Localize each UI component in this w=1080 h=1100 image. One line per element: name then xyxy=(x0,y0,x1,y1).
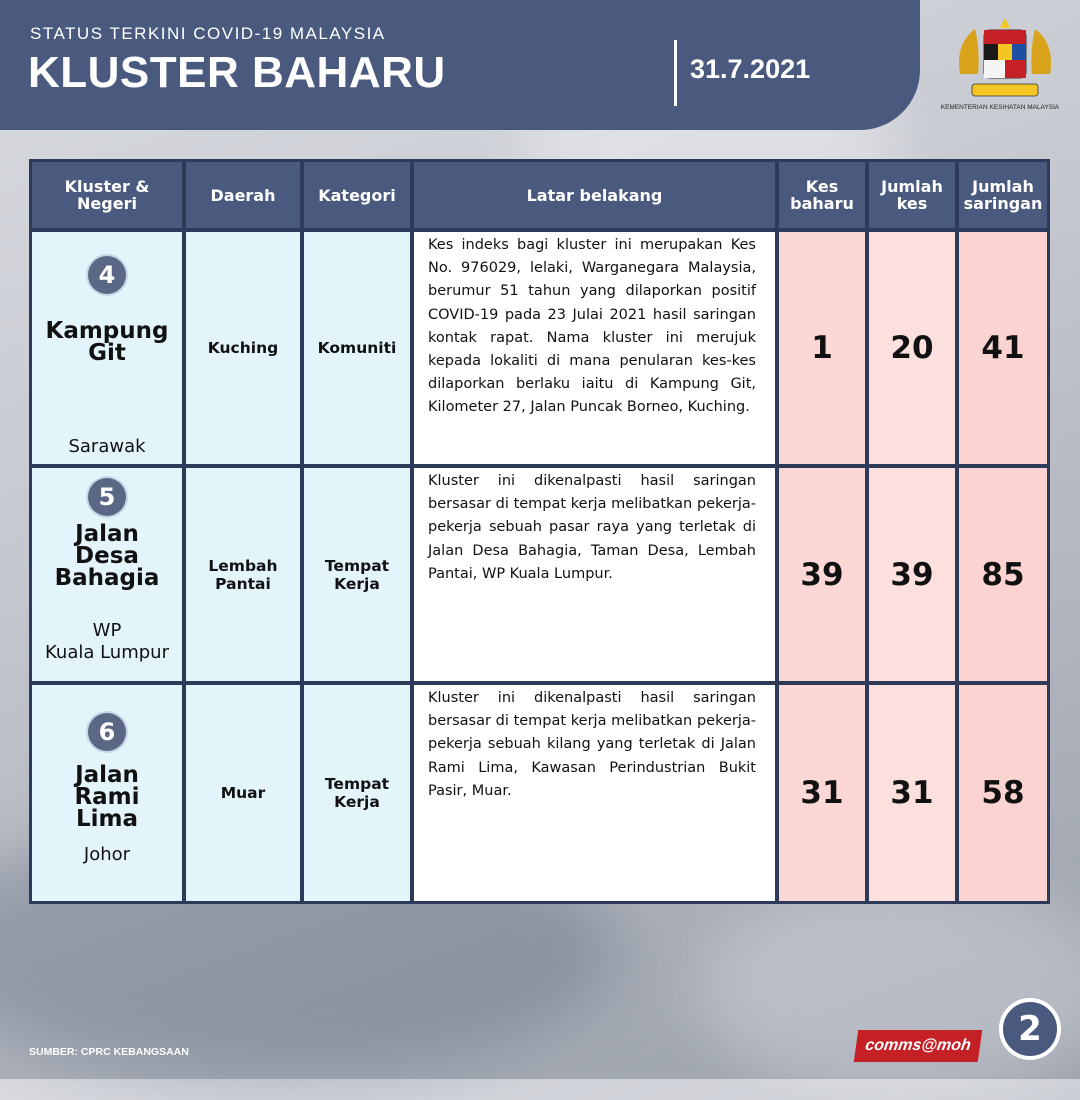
page-title: KLUSTER BAHARU xyxy=(28,48,446,97)
brand-logo: comms@moh xyxy=(854,1030,982,1062)
cluster-state: Johor xyxy=(83,844,131,865)
table-cell-daerah: Muar xyxy=(186,685,300,901)
header-banner xyxy=(0,0,920,130)
col-header-kluster: Kluster & Negeri xyxy=(32,162,182,228)
col-header-jumlah-saringan: Jumlah saringan xyxy=(959,162,1047,228)
source-note: SUMBER: CPRC KEBANGSAAN xyxy=(29,1046,189,1058)
latar-belakang-text: Kluster ini dikenalpasti hasil saringan bersasar di tempat kerja melibatkan pekerja-pekerja sebuah pasar raya yang terletak di Jalan Desa Bahagia, Taman Desa, Lembah Pantai, WP Kuala Lumpur. xyxy=(428,473,756,582)
report-date: 31.7.2021 xyxy=(690,54,811,84)
table-cell-jumlah-kes: 20 xyxy=(869,232,955,464)
cluster-number-badge: 6 xyxy=(88,713,126,751)
table-cell-jumlah-kes: 31 xyxy=(869,685,955,901)
table-cell-kes-baharu: 39 xyxy=(779,468,865,681)
cluster-table xyxy=(29,159,1050,904)
cluster-name: Jalan Rami Lima xyxy=(74,762,140,832)
cluster-name: Jalan Desa Bahagia xyxy=(54,521,160,591)
col-header-daerah: Daerah xyxy=(186,162,300,228)
table-cell-daerah: Lembah Pantai xyxy=(186,468,300,681)
table-cell-jumlah-saringan: 41 xyxy=(959,232,1047,464)
table-row-cluster-cell xyxy=(32,685,182,901)
cluster-name: Kampung Git xyxy=(45,318,169,366)
table-row-cluster-cell xyxy=(32,232,182,464)
header-divider xyxy=(674,40,677,106)
table-cell-kategori: Komuniti xyxy=(304,232,410,464)
table-cell-latar xyxy=(414,232,775,464)
table-row-cluster-cell xyxy=(32,468,182,681)
latar-belakang-text: Kes indeks bagi kluster ini merupakan Kes No. 976029, lelaki, Warganegara Malaysia, berumur 51 tahun yang dilaporkan positif COVID-19 pada 23 Julai 2021 hasil saringan kontak rapat. Nama kluster ini merujuk kepada lokaliti di mana penularan kes-kes dilaporkan berlaku iaitu di Kampung Git, Kilometer 27, Jalan Puncak Borneo, Kuching. xyxy=(428,237,756,416)
col-header-latar: Latar belakang xyxy=(414,162,775,228)
cluster-state: Sarawak xyxy=(68,436,146,457)
page-number-badge: 2 xyxy=(999,998,1061,1060)
table-cell-jumlah-saringan: 58 xyxy=(959,685,1047,901)
cluster-state: WP Kuala Lumpur xyxy=(45,620,169,663)
table-cell-latar xyxy=(414,685,775,901)
cluster-number-badge: 5 xyxy=(88,478,126,516)
col-header-kategori: Kategori xyxy=(304,162,410,228)
table-cell-jumlah-kes: 39 xyxy=(869,468,955,681)
col-header-kes-baharu: Kes baharu xyxy=(779,162,865,228)
header-subtitle: STATUS TERKINI COVID-19 MALAYSIA xyxy=(30,24,386,43)
table-cell-jumlah-saringan: 85 xyxy=(959,468,1047,681)
table-cell-latar xyxy=(414,468,775,681)
cluster-number-badge: 4 xyxy=(88,256,126,294)
col-header-jumlah-kes: Jumlah kes xyxy=(869,162,955,228)
malaysia-coat-of-arms-icon xyxy=(950,14,1060,104)
table-cell-kategori: Tempat Kerja xyxy=(304,468,410,681)
background-glow-lower xyxy=(700,880,1080,1100)
table-cell-kes-baharu: 31 xyxy=(779,685,865,901)
latar-belakang-text: Kluster ini dikenalpasti hasil saringan bersasar di tempat kerja melibatkan pekerja-pekerja sebuah kilang yang terletak di Jalan Rami Lima, Kawasan Perindustrian Bukit Pasir, Muar. xyxy=(428,690,756,799)
table-cell-kategori: Tempat Kerja xyxy=(304,685,410,901)
table-cell-daerah: Kuching xyxy=(186,232,300,464)
table-cell-kes-baharu: 1 xyxy=(779,232,865,464)
ministry-label: KEMENTERIAN KESIHATAN MALAYSIA xyxy=(940,104,1060,111)
